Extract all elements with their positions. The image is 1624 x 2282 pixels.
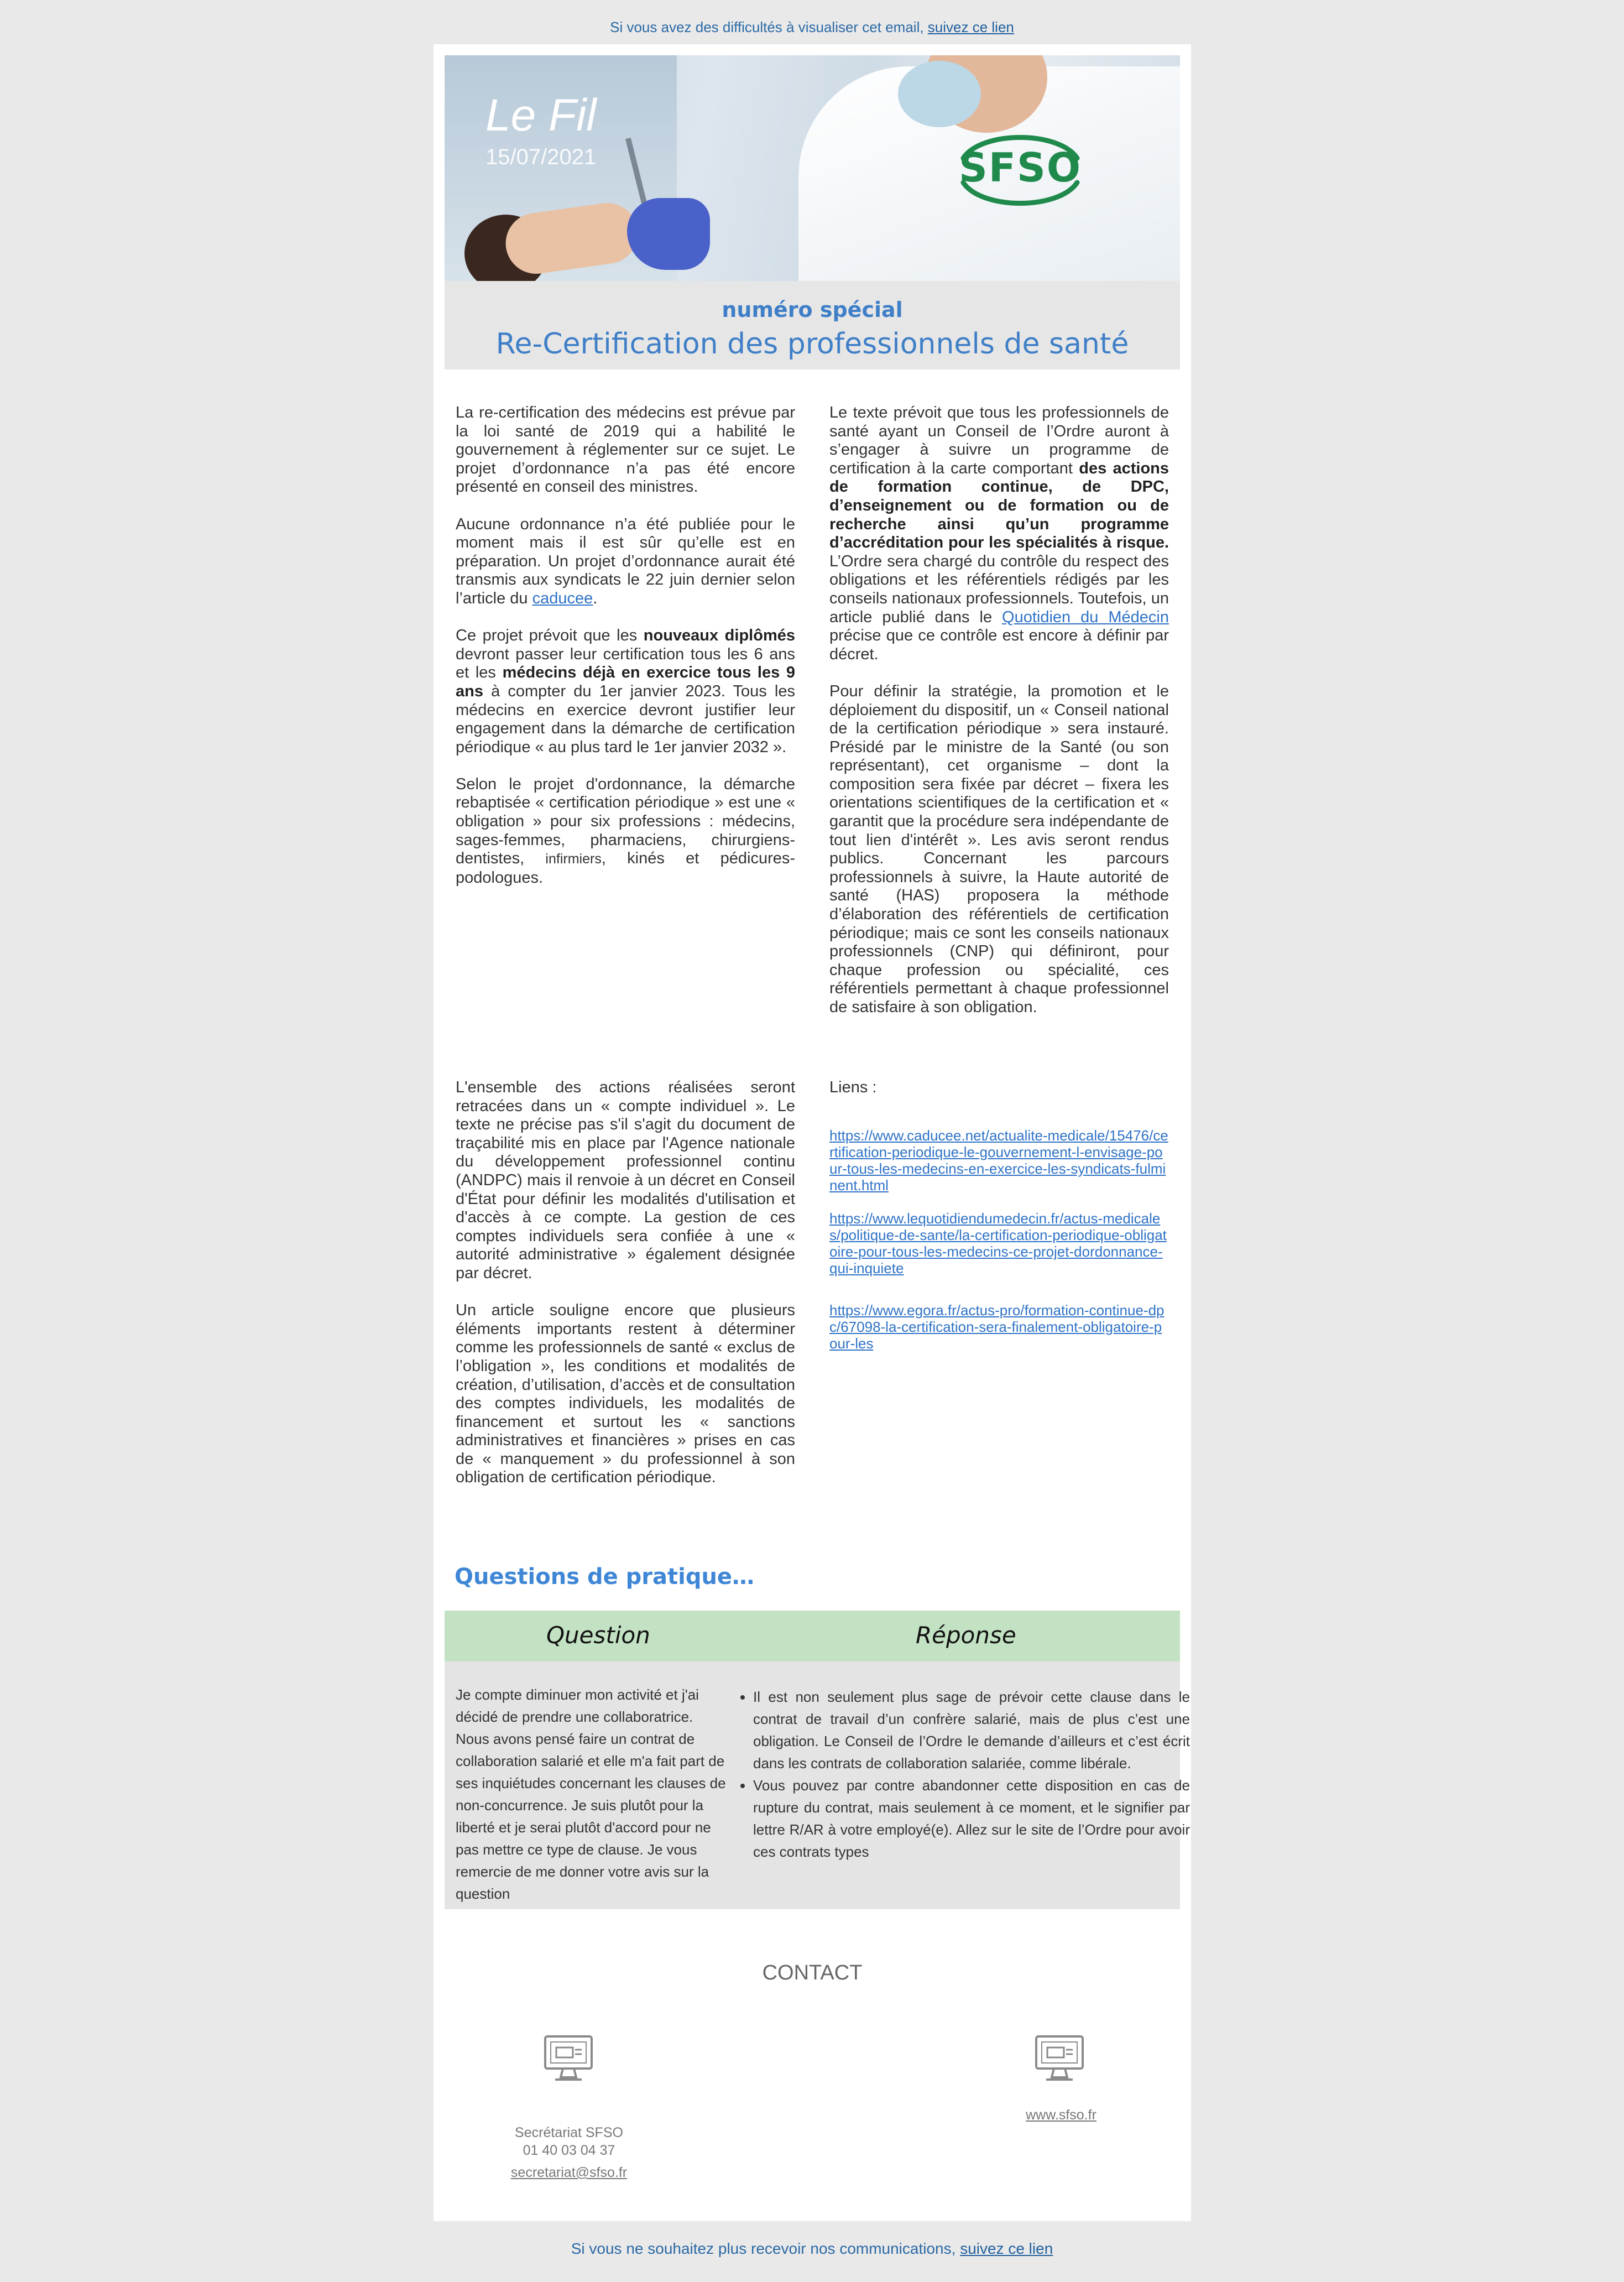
blue-glove-image <box>627 198 710 270</box>
contact-title: CONTACT <box>762 1961 863 1984</box>
header-banner <box>445 55 1180 281</box>
paragraph: L'ensemble des actions réalisées seront retracées dans un « compte individuel ». Le texte ne précise pas s'il s'agit du document de traçabilité mis en place par l'Agence nationale du développement professionnel continu (ANDPC) mais il renvoie à un décret en Conseil d'État pour définir les modalités d'utilisation et d'accès à ce compte. La gestion de ces comptes individuels sera confiée à une « autorité administrative » également désignée par décret. <box>456 1079 795 1282</box>
paragraph: La re-certification des médecins est prévue par la loi santé de 2019 qui a habilité le gouvernement à réglementer sur ce sujet. Le projet d’ordonnance n’a pas été encore présenté en conseil des ministres. <box>456 404 795 496</box>
paragraph: Le texte prévoit que tous les professionnels de santé ayant un Conseil de l’Ordre auront à s’engager à suivre un programme de certification à la carte comportant des actions de formation continue, de DPC, d’enseignement ou de formation ou de recherche ainsi qu’un programme d’accréditation pour les spécialités à risque. L’Ordre sera chargé du contrôle du respect des obligations et les référentiels rédigés par les conseils nationaux professionnels. Toutefois, un article publié dans le Quotidien du Médecin précise que ce contrôle est encore à définir par décret. <box>829 404 1169 663</box>
unsubscribe-text: Si vous ne souhaitez plus recevoir nos communications, <box>571 2240 960 2257</box>
paragraph: Selon le projet d'ordonnance, la démarche rebaptisée « certification périodique » est une « obligation » pour six professions : médecins, sages-femmes, pharmaciens, chirurgiens-dentistes, infirmiers, kinés et pédicures-podologues. <box>456 775 796 887</box>
website-link[interactable]: www.sfso.fr <box>1026 2107 1096 2123</box>
qa-table-header <box>445 1611 1180 1661</box>
sfso-logo <box>951 126 1089 215</box>
practice-questions-title: Questions de pratique… <box>455 1564 755 1590</box>
unsubscribe-link[interactable]: suivez ce lien <box>960 2240 1053 2257</box>
egora-article-link[interactable]: https://www.egora.fr/actus-pro/formation-continue-dpc/67098-la-certification-sera-finalement-obligatoire-pour-les <box>829 1301 1165 1352</box>
svg-text:SFSO: SFSO <box>958 144 1082 191</box>
special-issue-headline: Re-Certification des professionnels de santé <box>495 327 1129 361</box>
qa-table-body <box>445 1661 1190 1909</box>
contact-name: Secrétariat SFSO <box>515 2125 623 2140</box>
caducee-article-link[interactable]: https://www.caducee.net/actualite-medicale/15476/certification-periodique-le-gouvernement-l-envisage-pour-tous-les-medecins-en-exercice-les-syndicats-fulminent.html <box>829 1127 1168 1194</box>
paragraph: Ce projet prévoit que les nouveaux diplômés devront passer leur certification tous les 6 ans et les médecins déjà en exercice tous les 9 ans à compter du 1er janvier 2023. Tous les médecins en exercice devront justifier leur engagement dans la démarche de certification périodique « au plus tard le 1er janvier 2032 ». <box>456 627 795 756</box>
quotidien-article-link[interactable]: https://www.lequotidiendumedecin.fr/actus-medicales/politique-de-sante/la-certification-periodique-obligatoire-pour-tous-les-medecins-ce-projet-dordonnance-qui-inquiete <box>829 1210 1167 1277</box>
secretariat-contact <box>489 2124 649 2181</box>
list-item <box>829 1302 1169 1352</box>
answer-item: • Il est non seulement plus sage de prévoir cette clause dans le contrat de travail d’un confrère salarié, mais de plus c’est une obligation. Le Conseil de l’Ordre le demande d’ailleurs et c’est écrit dans les contrats de collaboration salariée, comme libérale. <box>753 1686 1190 1774</box>
question-text: Je compte diminuer mon activité et j'ai décidé de prendre une collaboratrice. Nous avons pensé faire un contrat de collaboration salarié et elle m'a fait part de ses inquiétudes concernant les clauses de non-concurrence. Je suis plutôt pour la liberté et je serai plutôt d'accord pour ne pas mettre ce type de clause. Je vous remercie de me donner votre avis sur la question <box>456 1686 726 1902</box>
desktop-computer-icon <box>542 2033 595 2083</box>
desktop-computer-icon <box>1033 2033 1086 2083</box>
paragraph: Pour définir la stratégie, la promotion et le déploiement du dispositif, un « Conseil national de la certification périodique » sera instauré. Présidé par le ministre de la Santé (ou son représentant), cet organisme – dont la composition sera fixée par décret – fixera les orientations scientifiques de la certification et « garantit que la procédure sera indépendante de tout lien d'intérêt ». Les avis seront rendus publics. Concernant les parcours professionnels à suivre, la Haute autorité de santé (HAS) proposera la méthode d’élaboration des référentiels de certification périodique; mais ce sont les conseils nationaux professionnels (CNP) qui définiront, pour chaque profession ou spécialité, ces référentiels permettant à chaque professionnel de satisfaire à son obligation. <box>829 682 1169 1016</box>
article-right-column-1 <box>829 404 1169 1035</box>
links-title: Liens : <box>829 1079 877 1096</box>
answer-item: • Vous pouvez par contre abandonner cette disposition en cas de rupture du contrat, mais seulement à ce moment, et le signifier par lettre R/AR à votre employé(e). Allez sur le site de l’Ordre pour avoir ces contrats types <box>753 1774 1190 1863</box>
list-item <box>829 1210 1169 1277</box>
question-column-header: Question <box>546 1622 650 1649</box>
special-issue-banner <box>445 281 1180 369</box>
view-online-link[interactable]: suivez ce lien <box>927 19 1014 35</box>
contact-phone: 01 40 03 04 37 <box>523 2143 615 2158</box>
answer-column-header: Réponse <box>916 1622 1016 1649</box>
article-left-column-2 <box>456 1079 795 1506</box>
article-left-column-1 <box>456 404 795 906</box>
paragraph: Aucune ordonnance n’a été publiée pour le moment mais il est sûr qu’elle est en préparation. Un projet d’ordonnance aurait été transmis aux syndicats le 22 juin dernier selon l’article du caducee. <box>456 515 795 607</box>
links-column <box>829 1079 1169 1368</box>
special-issue-kicker: numéro spécial <box>722 298 903 322</box>
preheader-text: Si vous avez des difficultés à visualiser cet email, <box>610 19 928 35</box>
contact-email-link[interactable]: secretariat@sfso.fr <box>510 2165 628 2180</box>
list-item <box>829 1127 1169 1194</box>
unsubscribe-bar <box>0 2240 1624 2258</box>
paragraph: Un article souligne encore que plusieurs éléments importants restent à déterminer comme les professionnels de santé « exclus de l’obligation », les conditions et modalités de création, d’utilisation, d’accès et de consultation des comptes individuels, les modalités de financement et surtout les « sanctions administratives et financières » prises en cas de « manquement » du professionnel à son obligation de certification périodique. <box>456 1301 795 1487</box>
issue-date: 15/07/2021 <box>485 145 597 169</box>
preheader <box>0 19 1624 36</box>
quotidien-du-medecin-link[interactable]: Quotidien du Médecin <box>1002 608 1169 626</box>
answer-list <box>732 1686 1190 1863</box>
newsletter-title: Le Fil <box>485 90 597 140</box>
newsletter-card <box>434 44 1191 2221</box>
website-contact <box>981 2106 1141 2124</box>
caducee-link[interactable]: caducee <box>532 589 593 607</box>
